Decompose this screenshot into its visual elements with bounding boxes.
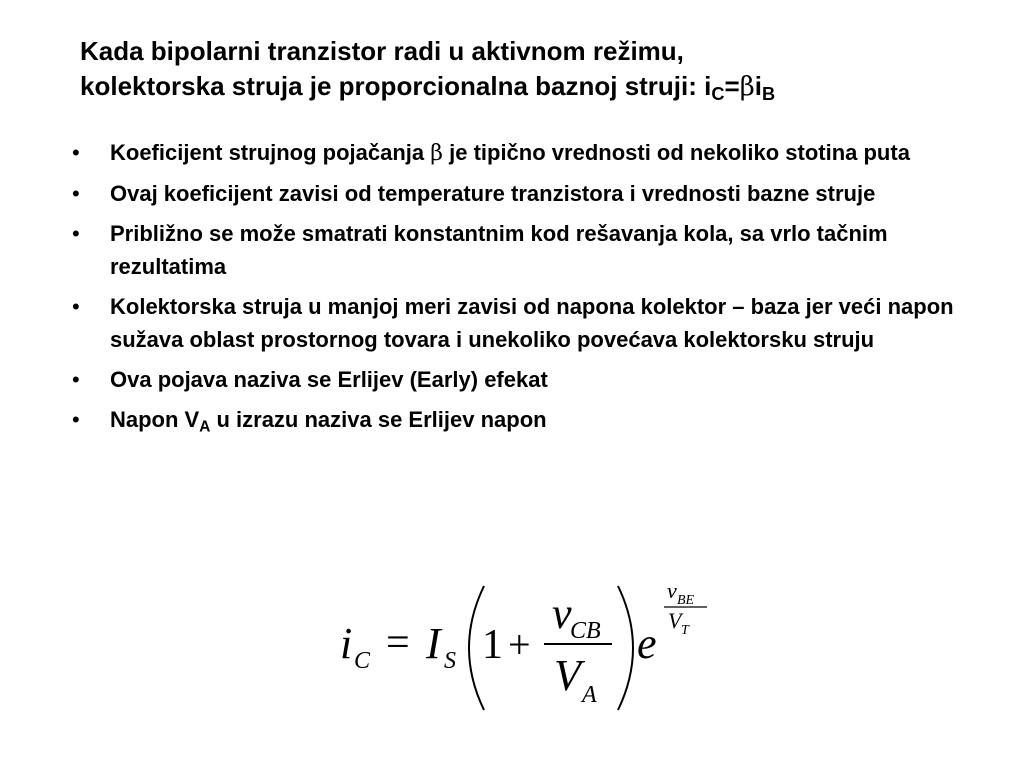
bullet-text bbox=[110, 407, 547, 436]
bullet-item bbox=[72, 363, 972, 396]
exponent-numerator-v: v bbox=[667, 578, 677, 603]
early-effect-formula bbox=[334, 578, 724, 718]
formula-plus: + bbox=[508, 622, 531, 667]
formula-is: I bbox=[426, 619, 441, 668]
title-i: i bbox=[754, 71, 762, 101]
formula-is-sub: S bbox=[444, 648, 456, 674]
bullet-text: Kolektorska struja u manjoj meri zavisi od napona kolektor – baza jer veći napon sužava oblast prostornog tovara i unekoliko povećava kolektorsku struju bbox=[110, 294, 954, 352]
bullet-subscript: A bbox=[199, 418, 211, 436]
bullet-text bbox=[110, 140, 910, 165]
formula-i: i bbox=[340, 619, 353, 668]
title-sub-c: C bbox=[711, 84, 725, 105]
right-paren bbox=[618, 586, 633, 710]
exponent-denominator-sub: T bbox=[681, 623, 689, 638]
title-line-1: Kada bipolarni tranzistor radi u aktivnom režimu, bbox=[80, 36, 684, 66]
bullet-marker: • bbox=[72, 294, 80, 319]
bullet-marker: • bbox=[72, 407, 80, 432]
title-beta-symbol: β bbox=[739, 72, 755, 102]
title-sub-b: B bbox=[761, 84, 776, 105]
formula-numerator-v: v bbox=[552, 589, 572, 638]
bullet-text-part: u izrazu naziva se Erlijev napon bbox=[210, 407, 547, 432]
formula-equals: = bbox=[386, 620, 410, 666]
bullet-text-part: Koeficijent strujnog pojačanja bbox=[110, 140, 431, 165]
title-line-2-text: kolektorska struja je proporcionalna baznoj struji: i bbox=[80, 71, 712, 101]
bullet-text: Ova pojava naziva se Erlijev (Early) efekat bbox=[110, 367, 548, 392]
bullet-marker: • bbox=[72, 221, 80, 246]
bullet-text: Približno se može smatrati konstantnim kod rešavanja kola, sa vrlo tačnim rezultatima bbox=[110, 221, 888, 279]
bullet-text-part: je tipično vrednosti od nekoliko stotina puta bbox=[443, 140, 910, 165]
bullet-marker: • bbox=[72, 367, 80, 392]
beta-symbol: β bbox=[430, 141, 443, 166]
bullet-text: Ovaj koeficijent zavisi od temperature tranzistora i vrednosti bazne struje bbox=[110, 181, 876, 206]
bullet-item bbox=[72, 136, 972, 170]
formula-denominator-v: V bbox=[554, 651, 581, 700]
bullet-marker: • bbox=[72, 181, 80, 206]
bullet-list bbox=[72, 136, 972, 443]
formula-exp-e: e bbox=[637, 619, 657, 668]
formula-denominator-sub: A bbox=[582, 682, 597, 708]
exponent-numerator-sub: BE bbox=[677, 593, 695, 608]
bullet-item bbox=[72, 290, 972, 356]
bullet-item bbox=[72, 177, 972, 210]
bullet-item bbox=[72, 217, 972, 283]
slide-title bbox=[80, 34, 980, 105]
title-line-2 bbox=[80, 69, 980, 105]
exponent-denominator-v: V bbox=[668, 608, 682, 633]
formula-i-sub: C bbox=[354, 648, 371, 674]
formula-one: 1 bbox=[482, 622, 503, 668]
title-equals: = bbox=[724, 71, 740, 101]
bullet-marker: • bbox=[72, 140, 80, 165]
bullet-item bbox=[72, 403, 972, 436]
formula-numerator-sub: CB bbox=[570, 618, 601, 644]
bullet-text-part: Napon V bbox=[110, 407, 200, 432]
